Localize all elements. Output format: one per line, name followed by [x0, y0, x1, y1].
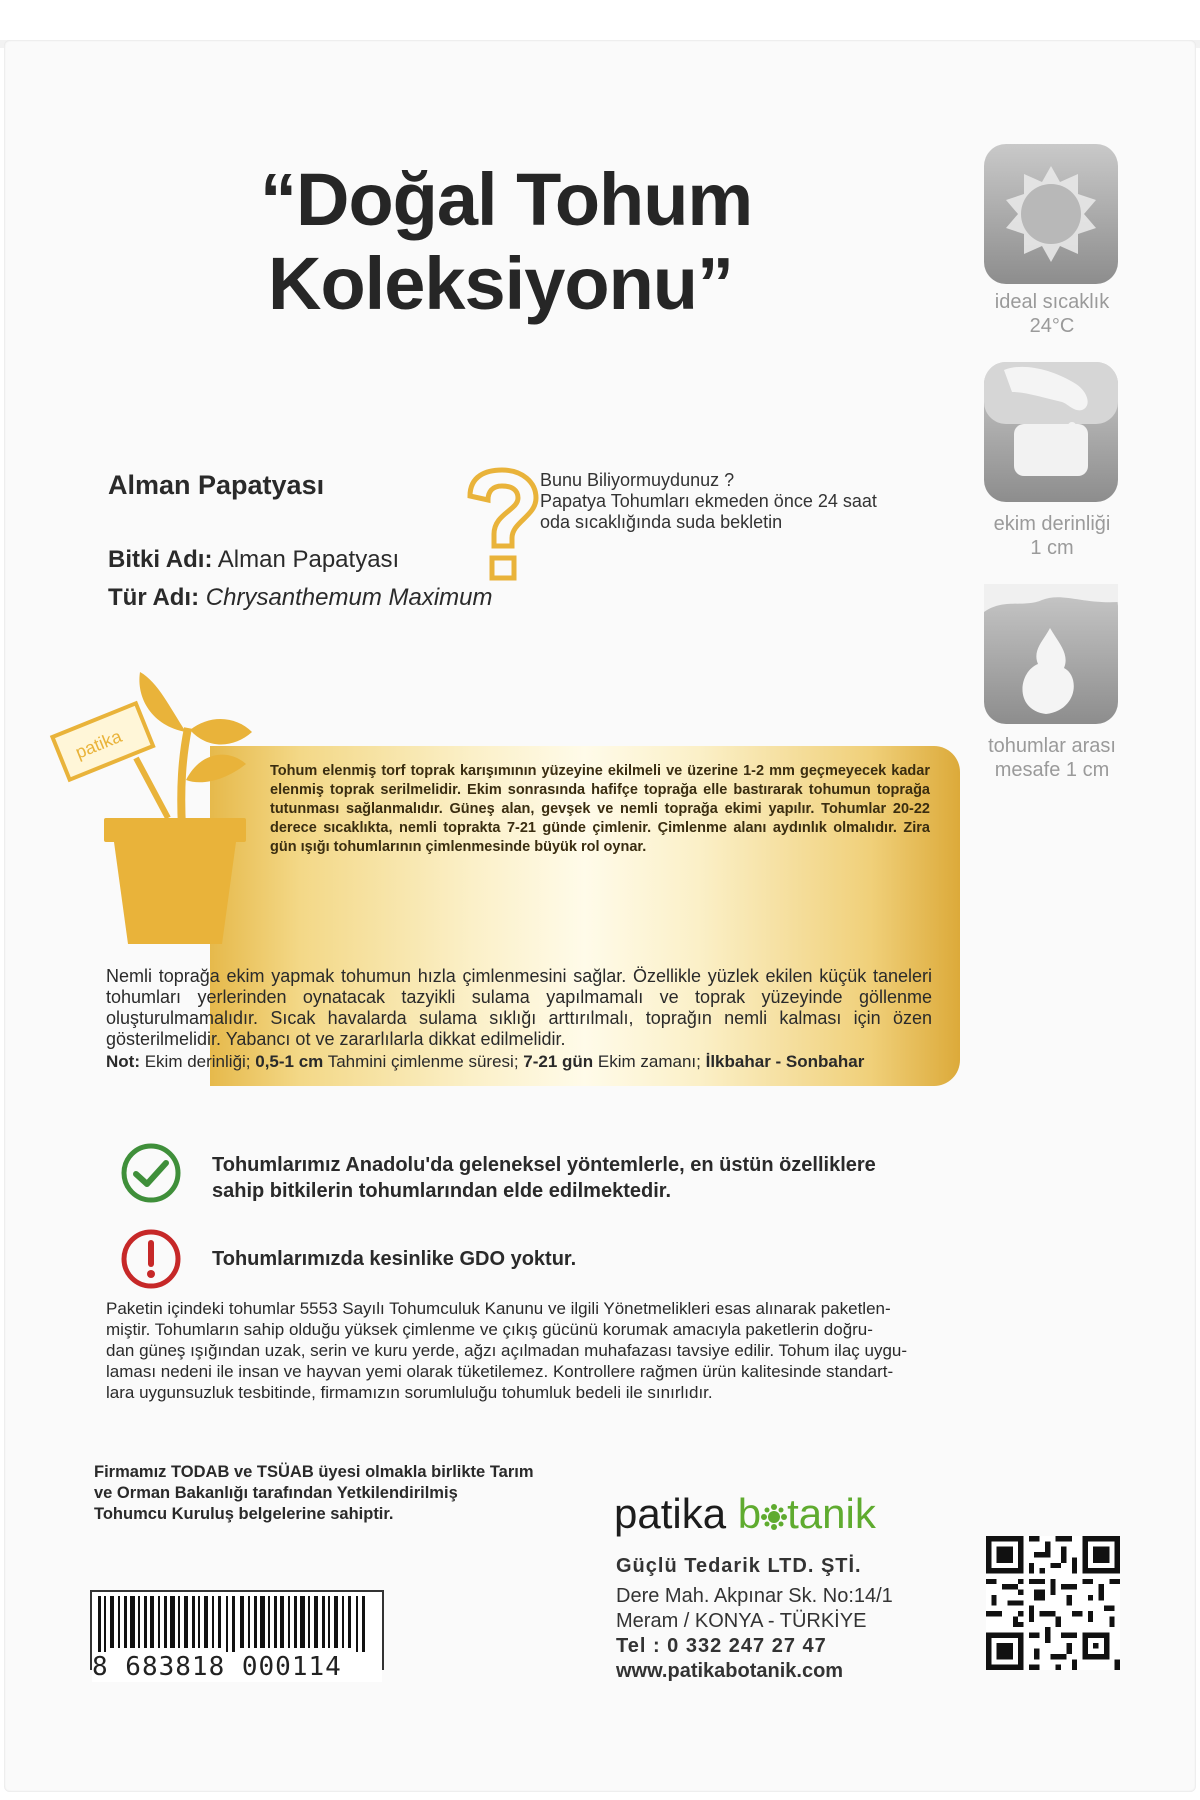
company-phone: Tel : 0 332 247 27 47	[616, 1635, 827, 1657]
warning-icon	[120, 1228, 182, 1290]
sowing-note: Not: Ekim derinliği; 0,5-1 cm Tahmini çimlenme süresi; 7-21 gün Ekim zamanı; İlkbahar - Sonbahar	[106, 1052, 865, 1071]
planting-depth-icon	[984, 362, 1118, 502]
barcode-number: 8 683818 000114	[92, 1652, 382, 1682]
traditional-seeds-claim: Tohumlarımız Anadolu'da geleneksel yöntemlerle, en üstün özelliklere sahip bitkilerin tohumlarından elde edilmektedir.	[212, 1154, 876, 1202]
legal-notice: Paketin içindeki tohumlar 5553 Sayılı Tohumculuk Kanunu ve ilgili Yönetmelikleri esas alınarak paketlen- miştir. Tohumların sahip olduğu yüksek çimlenme ve çıkış gücünü korumak amacıyla paketlerin doğru- dan güneş ışığından uzak, serin ve kuru yerde, ağzı açılmadan muhafazası tavsiye edilir. Tohum ilaç uygu- laması nedeni ile insan ve hayvan yemi olarak tüketilemez. Kontrollere rağmen ürün kalitesinde standart- lara uygunsuzluk tesbitinde, firmamızın sorumluluğu tohumluk bedeli ile sınırlıdır.	[106, 1299, 908, 1402]
sowing-instructions: Tohum elenmiş torf toprak karışımının yüzeyine ekilmeli ve üzerine 1-2 mm geçmeyecek kadar elenmiş toprak serilmelidir. Ekim sonrasında hafifçe toprağa elle bastırarak tohumun toprağa tutunması sağlanmalıdır. Güneş alan, gevşek ve nemli toprağa ekimi yapılır. Tohumlar 20-22 derece sıcaklıkta, nemli toprakta 7-21 günde çimlenir. Çimlenme alanı aydınlık olmalıdır. Zira gün ışığı tohumlarının çimlenmesinde büyük rol oynar.	[270, 763, 930, 855]
company-address-1: Dere Mah. Akpınar Sk. No:14/1	[616, 1585, 893, 1607]
species-name-field: Tür Adı: Chrysanthemum Maximum	[108, 584, 493, 611]
plant-name-field: Bitki Adı: Alman Papatyası	[108, 546, 400, 573]
company-name: Güçlü Tedarik LTD. ŞTİ.	[616, 1555, 862, 1577]
sun-icon	[984, 144, 1118, 284]
no-gmo-claim: Tohumlarımızda kesinlike GDO yoktur.	[212, 1248, 577, 1270]
question-mark-icon	[462, 466, 542, 582]
flower-logo-icon	[761, 1504, 787, 1530]
collection-title	[260, 158, 820, 326]
company-website[interactable]: www.patikabotanik.com	[616, 1660, 844, 1682]
company-address-2: Meram / KONYA - TÜRKİYE	[616, 1610, 867, 1632]
seed-spacing-label: tohumlar arası mesafe 1 cm	[988, 735, 1116, 781]
pot-label-text: patika	[72, 726, 125, 763]
watering-instructions: Nemli toprağa ekim yapmak tohumun hızla çimlenmesini sağlar. Özellikle yüzlek ekilen küçük taneleri tohumları yerlerinden oynatacak tazyikli sulama yapılmamalı ve toprak yüzeyinde göllenme oluşturulmamalıdır. Sıcak havalarda sulama sıklığı arttırılmalı, toprağın nemli kalması için özen gösterilmelidir. Yabancı ot ve zararlılarla dikkat edilmelidir.	[106, 966, 932, 1049]
ideal-temperature-label: ideal sıcaklık 24°C	[994, 291, 1110, 337]
membership-notice: Firmamız TODAB ve TSÜAB üyesi olmakla birlikte Tarım ve Orman Bakanlığı tarafından Yetkilendirilmiş Tohumcu Kuruluş belgelerine sahiptir.	[94, 1463, 534, 1523]
did-you-know-tip: Bunu Biliyormuydunuz ? Papatya Tohumları ekmeden önce 24 saat oda sıcaklığında suda bekletin	[540, 470, 877, 532]
checkmark-icon	[120, 1142, 182, 1204]
title-line-1: “Doğal Tohum	[260, 158, 753, 241]
qr-code	[986, 1536, 1120, 1670]
sprout-pot-illustration	[40, 668, 290, 948]
planting-depth-label: ekim derinliği 1 cm	[993, 513, 1111, 559]
seed-spacing-icon	[984, 584, 1118, 724]
title-line-2: Koleksiyonu”	[268, 242, 733, 325]
plant-name-heading: Alman Papatyası	[108, 470, 325, 500]
brand-logo: patika b tanik	[614, 1490, 876, 1537]
